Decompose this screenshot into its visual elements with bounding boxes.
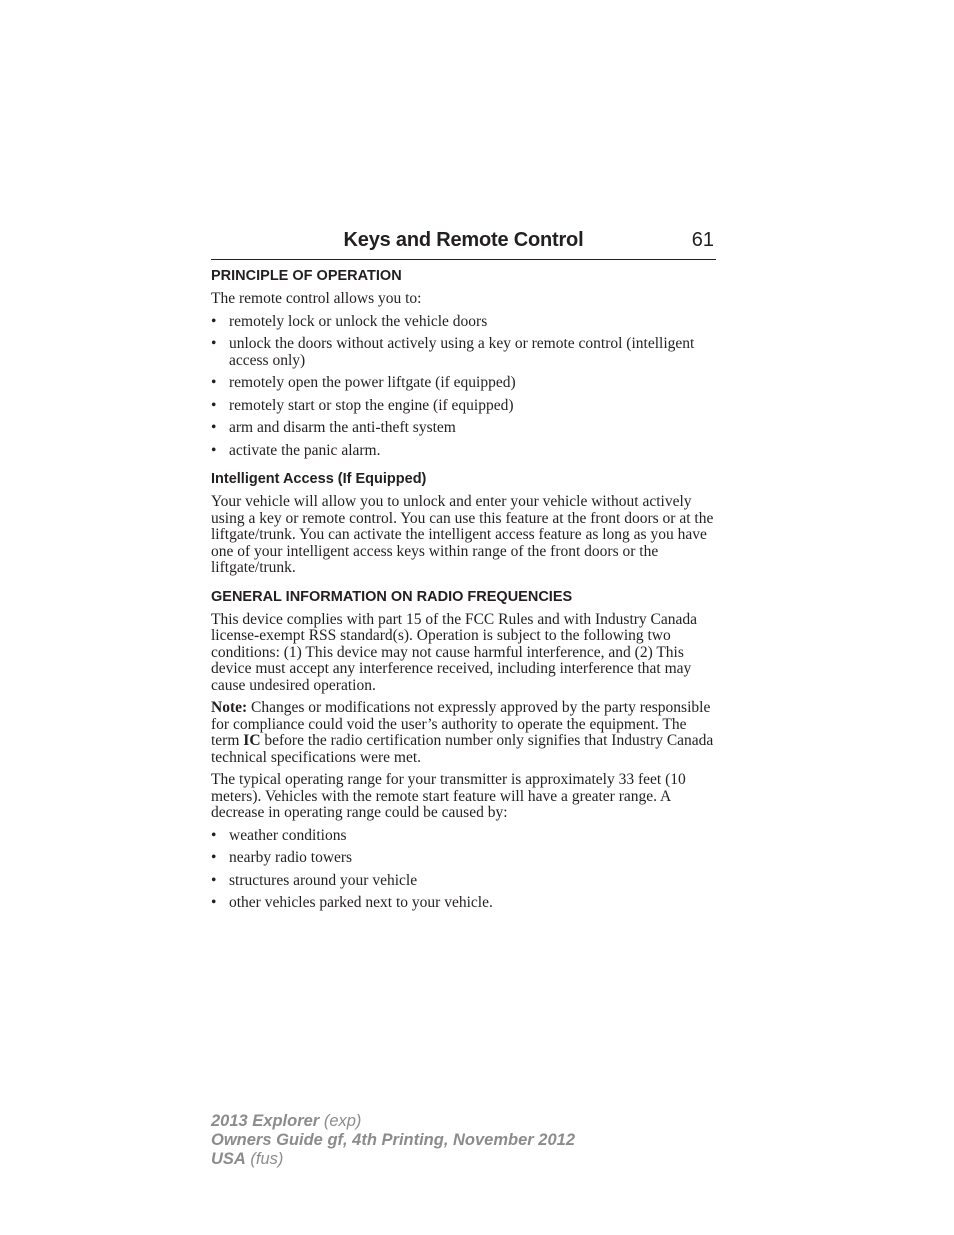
- bullet-icon: •: [211, 374, 217, 391]
- bullet-icon: •: [211, 396, 217, 414]
- bullet-icon: •: [211, 894, 217, 911]
- list-item: • remotely start or stop the engine (if equipped): [211, 396, 514, 414]
- bullet-icon: •: [211, 419, 217, 436]
- intelligent-access-paragraph: Your vehicle will allow you to unlock and enter your vehicle without actively using a key or remote control. You can use this feature at the front doors or at the liftgate/trunk. You can activate the intelligent access feature as long as you have one of your intelligent access keys within range of the front doors or the liftgate/trunk.: [211, 493, 714, 576]
- list-item: • weather conditions: [211, 826, 347, 844]
- footer-line-vehicle: 2013 Explorer (exp): [211, 1112, 362, 1130]
- page-header: [211, 229, 716, 260]
- range-paragraph: The typical operating range for your transmitter is approximately 33 feet (10 meters). Vehicles with the remote start feature will have a greater range. A decrease in operating range could be caused by:: [211, 771, 686, 821]
- list-item: • remotely lock or unlock the vehicle doors: [211, 312, 488, 330]
- page-number: 61: [691, 229, 714, 251]
- list-item: • arm and disarm the anti-theft system: [211, 419, 456, 436]
- bullet-icon: •: [211, 312, 217, 330]
- note-label: Note:: [211, 699, 248, 716]
- bullet-icon: •: [211, 826, 217, 844]
- section-heading-intelligent-access: Intelligent Access (If Equipped): [211, 471, 427, 487]
- ic-term: IC: [243, 732, 261, 749]
- list-item: • unlock the doors without actively using a key or remote control (intelligent access only): [211, 335, 695, 369]
- section-heading-principle: PRINCIPLE OF OPERATION: [211, 268, 402, 284]
- footer-line-printing: Owners Guide gf, 4th Printing, November 2012: [211, 1131, 575, 1149]
- bullet-icon: •: [211, 871, 217, 889]
- list-item: • nearby radio towers: [211, 849, 353, 866]
- list-item: • structures around your vehicle: [211, 871, 418, 889]
- fcc-paragraph: This device complies with part 15 of the FCC Rules and with Industry Canada license-exempt RSS standard(s). Operation is subject to the following two conditions: (1) This device may not cause harmful interference, and (2) This device must accept any interference received, including interference that may cause undesired operation.: [211, 610, 698, 694]
- bullet-icon: •: [211, 441, 217, 459]
- list-item: • remotely open the power liftgate (if equipped): [211, 374, 516, 391]
- note-paragraph: Note: Changes or modifications not expressly approved by the party responsible for compliance could void the user’s authority to operate the equipment. The term IC before the radio certification number only signifies that Industry Canada technical specifications were met.: [211, 699, 714, 766]
- bullet-icon: •: [211, 849, 217, 866]
- chapter-title: Keys and Remote Control: [343, 229, 584, 251]
- manual-page: [211, 229, 716, 912]
- feature-list: [211, 314, 716, 460]
- bullet-icon: •: [211, 335, 217, 352]
- page-footer: [211, 1112, 575, 1169]
- footer-line-market: USA (fus): [211, 1150, 284, 1168]
- range-factors-list: [211, 828, 716, 912]
- section-heading-radio-frequencies: GENERAL INFORMATION ON RADIO FREQUENCIES: [211, 588, 573, 605]
- list-item: • activate the panic alarm.: [211, 441, 381, 459]
- intro-paragraph: The remote control allows you to:: [211, 290, 422, 307]
- list-item: • other vehicles parked next to your vehicle.: [211, 894, 493, 911]
